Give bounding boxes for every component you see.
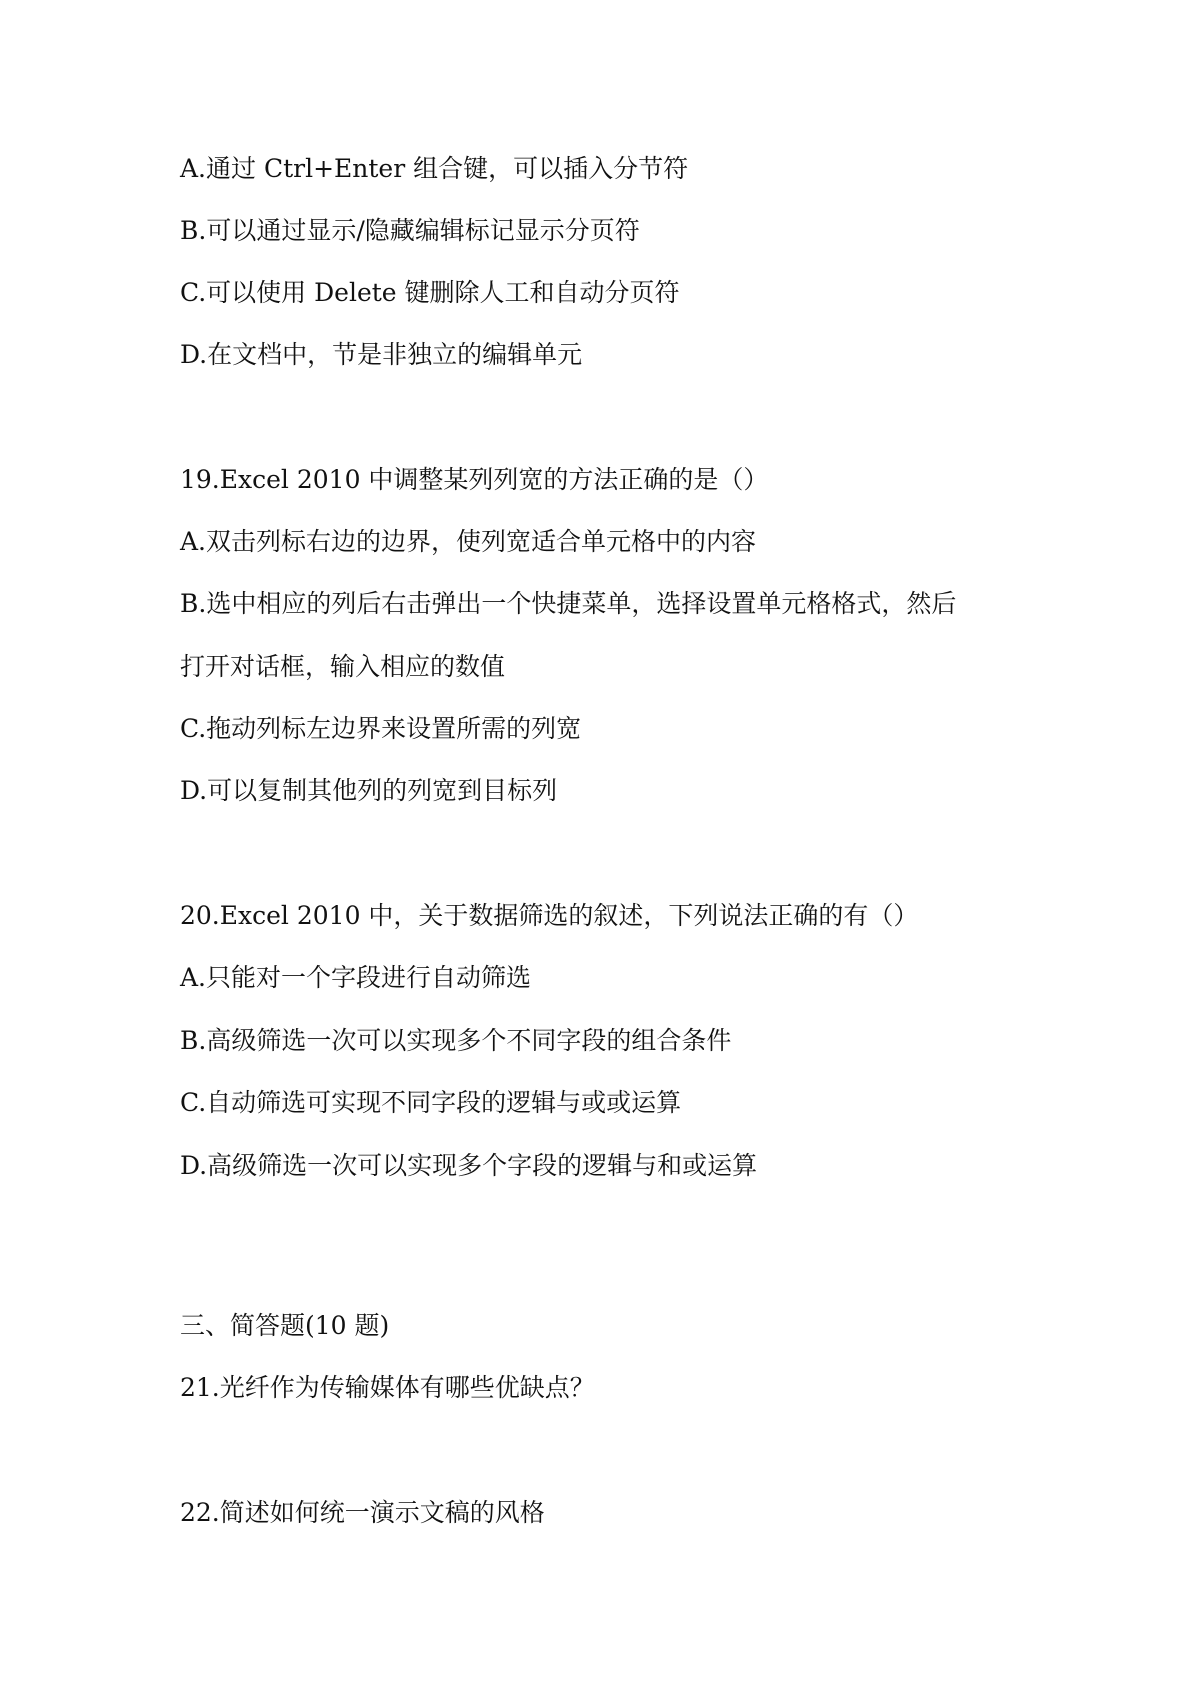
q20-question: 20.Excel 2010 中，关于数据筛选的叙述，下列说法正确的有（） [180,901,919,930]
q21-question: 21.光纤作为传输媒体有哪些优缺点？ [180,1373,595,1402]
q19-option-b-line1: B.选中相应的列后右击弹出一个快捷菜单，选择设置单元格格式，然后 [180,589,957,618]
q20-option-c: C.自动筛选可实现不同字段的逻辑与或或运算 [180,1088,682,1117]
q19-option-c: C.拖动列标左边界来设置所需的列宽 [180,714,582,743]
q18-option-a: A.通过 Ctrl+Enter 组合键，可以插入分节符 [180,154,689,183]
q19-question: 19.Excel 2010 中调整某列列宽的方法正确的是（） [180,465,769,494]
q20-option-b: B.高级筛选一次可以实现多个不同字段的组合条件 [180,1026,732,1055]
q18-option-c: C.可以使用 Delete 键删除人工和自动分页符 [180,278,680,307]
q20-option-d: D.高级筛选一次可以实现多个字段的逻辑与和或运算 [180,1151,758,1180]
section-heading: 三、简答题(10 题) [180,1311,390,1340]
q18-option-b: B.可以通过显示/隐藏编辑标记显示分页符 [180,216,640,245]
q22-question: 22.简述如何统一演示文稿的风格 [180,1498,545,1527]
q18-option-d: D.在文档中，节是非独立的编辑单元 [180,340,583,369]
q19-option-a: A.双击列标右边的边界，使列宽适合单元格中的内容 [180,527,757,556]
q19-option-d: D.可以复制其他列的列宽到目标列 [180,776,558,805]
q19-option-b-line2: 打开对话框，输入相应的数值 [180,652,506,681]
q20-option-a: A.只能对一个字段进行自动筛选 [180,963,532,992]
